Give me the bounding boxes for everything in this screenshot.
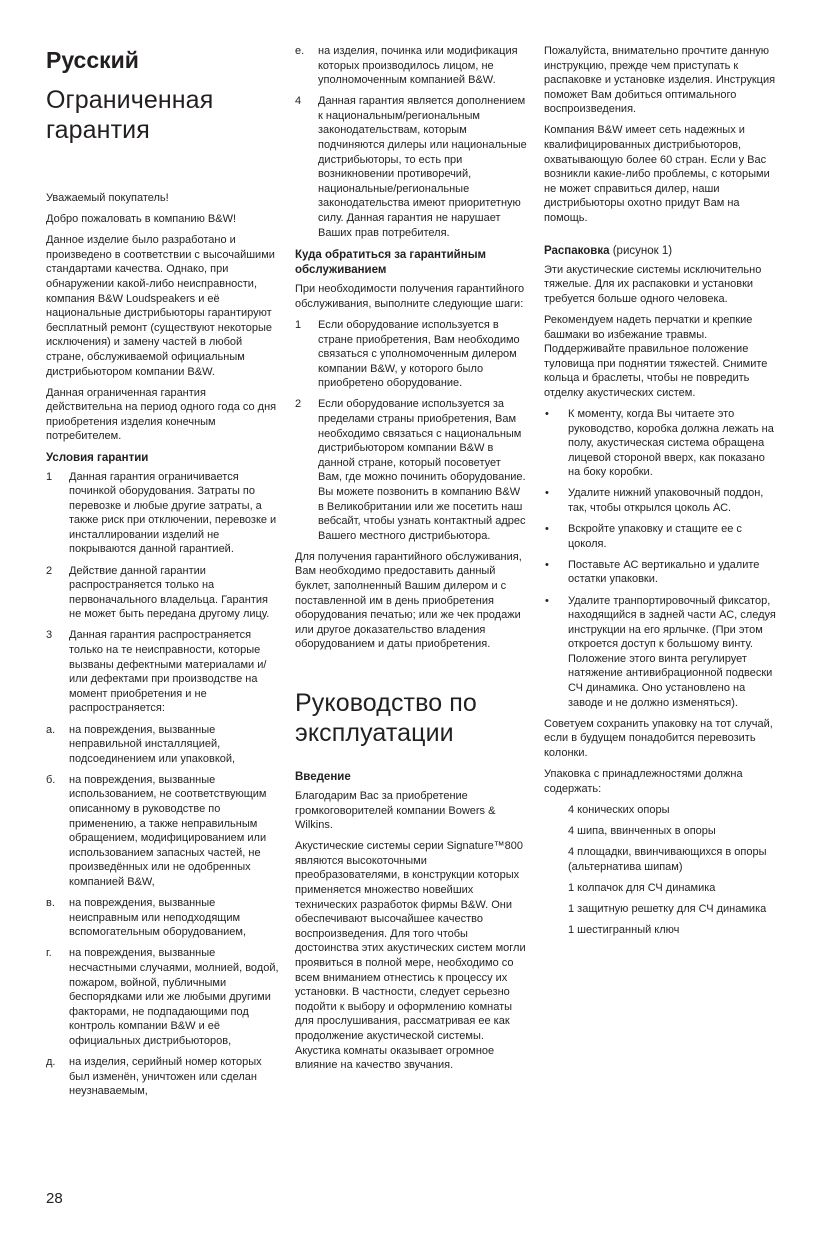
column-3 (544, 44, 776, 944)
paragraph: Компания B&W имеет сеть надежных и квалифицированных дистрибьюторов, охватывающую более 60 стран. Если у Вас возникли какие-либо проблемы, с которыми не может справиться дилер, наши дистрибьюторы охотно придут Вам на помощь. (544, 124, 770, 225)
item-marker: a. (46, 723, 56, 736)
item-text: Действие данной гарантии распространяется только на первоначального владельца. Гарантия не может быть передана другому лицу. (69, 564, 270, 621)
contents-item: 4 площадки, ввинчивающихся в опоры (альтернатива шипам) (568, 845, 767, 873)
item-text: на повреждения, вызванные несчастными случаями, молнией, водой, пожаром, войной, публичными беспорядками или же любыми другими факторами, не подпадающими под контроль компании B&W и её официальных дистрибьюторов, (69, 947, 279, 1047)
bullet-item (544, 486, 776, 515)
paragraph: Уважаемый покупатель! (46, 192, 169, 204)
page-number: 28 (46, 1190, 63, 1207)
exclusion-item (46, 946, 282, 1048)
column-1 (46, 44, 282, 1105)
item-text: Данная гарантия является дополнением к национальным/региональным законодательствам, которым подчиняются дилеры или национальные дистрибьюторы, то есть при возникновении противоречий, национальные/региональные законодательства имеют приоритетную силу. Данная гарантия не нарушает Ваших прав потребителя. (318, 95, 527, 239)
item-marker: 2 (295, 398, 302, 411)
item-text: на повреждения, вызванные использованием, не соответствующим описанному в руководстве по применению, а также неправильным обращением, модифицированием или использованием запасных частей, не произведённых или не одобренных компанией B&W, (69, 773, 267, 888)
bullet-item (544, 407, 776, 480)
column-2 (295, 44, 527, 1079)
item-marker: д. (46, 1055, 56, 1068)
item-text: на повреждения, вызванные неправильной инсталляцией, подсоединением или упаковкой, (69, 723, 236, 765)
paragraph: Данная ограниченная гарантия действительна на период одного года со дня приобретения изделия конечным потребителем. (46, 386, 277, 443)
paragraph: Упаковка с принадлежностями должна содержать: (544, 768, 743, 795)
paragraph: Данное изделие было разработано и произведено в соответствии с высочайшими стандартами качества. Однако, при обнаружении какой-либо неисправности, компания B&W Loudspeakers и её национальные дистрибьюторы гарантируют бесплатный ремонт (существуют некоторые исключения) и замену частей в любой стране, обслуживаемой официальным дистрибьютором компании B&W. (46, 234, 275, 378)
bullet-icon: • (545, 558, 549, 571)
item-marker: б. (46, 773, 56, 786)
bullet-text: Поставьте АС вертикально и удалите остатки упаковки. (568, 558, 760, 586)
bullet-item (544, 594, 776, 711)
condition-item (46, 470, 282, 558)
paragraph: При необходимости получения гарантийного обслуживания, выполните следующие шаги: (295, 283, 525, 310)
item-text: на повреждения, вызванные неисправным или неподходящим вспомогательным оборудованием, (69, 897, 247, 939)
bullet-text: К моменту, когда Вы читаете это руководство, коробка должна лежать на полу, акустическая система обращена лицевой стороной вверх, как показано на боку коробки. (568, 407, 774, 479)
item-marker: в. (46, 897, 55, 910)
exclusion-item (46, 896, 282, 940)
contents-item: 1 шестигранный ключ (568, 923, 680, 936)
warranty-title: Ограниченная гарантия (46, 86, 214, 144)
paragraph: Эти акустические системы исключительно тяжелые. Для их распаковки и установки требуется больше одного человека. (544, 263, 762, 305)
item-marker: г. (46, 947, 52, 960)
contents-item: 1 колпачок для СЧ динамика (568, 881, 716, 894)
unpacking-heading-text: Распаковка (544, 244, 610, 257)
exclusion-item (46, 773, 282, 890)
bullet-text: Удалите транпортировочный фиксатор, находящийся в задней части АС, следуя инструкции на его ярлычке. (При этом откроется доступ к большому винту. Положение этого винта регулирует натяжение антивибрационной подвески СЧ динамика. Оно установлено на заводе и не должно изменяться). (568, 594, 776, 709)
item-marker: 1 (295, 318, 302, 331)
condition-item (46, 564, 282, 622)
paragraph: Благодарим Вас за приобретение громкоговорителей компании Bowers & Wilkins. (295, 789, 496, 832)
item-marker: e. (295, 45, 305, 57)
service-step (295, 318, 527, 391)
service-step (295, 397, 527, 543)
paragraph: Добро пожаловать в компанию B&W! (46, 213, 237, 226)
exclusion-item (295, 44, 527, 88)
bullet-text: Вскройте упаковку и стащите ее с цоколя. (568, 523, 742, 550)
paragraph: Советуем сохранить упаковку на тот случай, если в будущем понадобится перевозить колонки. (544, 717, 773, 759)
item-marker: 2 (46, 564, 53, 577)
bullet-item (544, 522, 776, 551)
figure-reference: (рисунок 1) (612, 244, 673, 257)
contents-item: 4 конических опоры (568, 803, 670, 816)
manual-title: Руководство по эксплуатации (295, 688, 477, 747)
item-marker: 1 (46, 470, 53, 483)
item-text: на изделия, починка или модификация которых производилось лицом, не уполномоченным компанией B&W. (318, 45, 518, 87)
bullet-icon: • (545, 594, 549, 607)
intro-heading: Введение (295, 770, 351, 783)
condition-item (295, 94, 527, 240)
item-marker: 3 (46, 629, 53, 642)
bullet-text: Удалите нижний упаковочный поддон, так, чтобы открылся цоколь АС. (568, 487, 764, 515)
condition-item (46, 628, 282, 716)
bullet-icon: • (545, 487, 549, 500)
item-text: Данная гарантия распространяется только на те неисправности, которые вызваны дефектными материалами и/или дефектами при производстве на момент приобретения и не распространяется: (69, 629, 267, 715)
contents-list (544, 803, 776, 938)
item-text: на изделия, серийный номер которых был изменён, уничтожен или сделан неузнаваемым, (69, 1055, 262, 1098)
service-heading: Куда обратиться за гарантийным обслуживанием (295, 249, 487, 277)
paragraph: Пожалуйста, внимательно прочтите данную инструкцию, прежде чем приступать к распаковке и установке изделия. Инструкция поможет Вам добиться оптимального воспроизведения. (544, 45, 776, 116)
paragraph: Рекомендуем надеть перчатки и крепкие башмаки во избежание травмы. Поддерживайте правильное положение туловища при поднятии тяжестей. Снимите кольца и браслеты, чтобы не повредить отделку акустических систем. (544, 313, 768, 399)
language-heading: Русский (46, 47, 139, 73)
unpacking-heading (544, 244, 776, 259)
paragraph: Акустические системы серии Signature™800 являются высокоточными преобразователями, в конструкции которых применяется множество новейших технических разработок фирмы B&W. Они обеспечивают высочайшее качество воспроизведения. Для того чтобы достоинства этих акустических систем могли проявиться в полной мере, необходимо со всем вниманием отнестись к процессу их установки. В частности, следует серьезно подойти к выбору и оформлению комнаты для прослушивания, рассматривая ее как продолжение акустической системы. Акустика комнаты оказывает огромное влияние на качество звучания. (295, 840, 526, 1072)
exclusion-item (46, 723, 282, 767)
conditions-heading: Условия гарантии (46, 451, 149, 464)
bullet-item (544, 558, 776, 587)
item-text: Данная гарантия ограничивается починкой оборудования. Затраты по перевозке и любые другие затраты, а также риск при отключении, перевозке и инсталлировании изделий не покрываются данной гарантией. (69, 470, 277, 556)
item-text: Если оборудование используется в стране приобретения, Вам необходимо связаться с уполномоченным дилером компании B&W, у которого было приобретено оборудование. (318, 318, 520, 390)
contents-item: 4 шипа, ввинченных в опоры (568, 824, 716, 837)
item-text: Если оборудование используется за пределами страны приобретения, Вам необходимо связаться с национальным дистрибьютором компании B&W в данной стране, который посоветует Вам, где можно починить оборудование. Вы можете позвонить в компанию B&W в Великобритании или же посетить наш вебсайт, чтобы узнать контактный адрес Вашего местного дистрибьютора. (318, 398, 526, 542)
item-marker: 4 (295, 95, 302, 108)
bullet-icon: • (545, 407, 549, 420)
paragraph: Для получения гарантийного обслуживания, Вам необходимо предоставить данный буклет, заполненный Вашим дилером и с поставленной им в день приобретения оборудования печатью; или же чек продажи или другое доказательство владения оборудованием и даты приобретения. (295, 550, 522, 651)
contents-item: 1 защитную решетку для СЧ динамика (568, 902, 767, 915)
exclusion-item (46, 1055, 282, 1099)
bullet-icon: • (545, 523, 549, 536)
